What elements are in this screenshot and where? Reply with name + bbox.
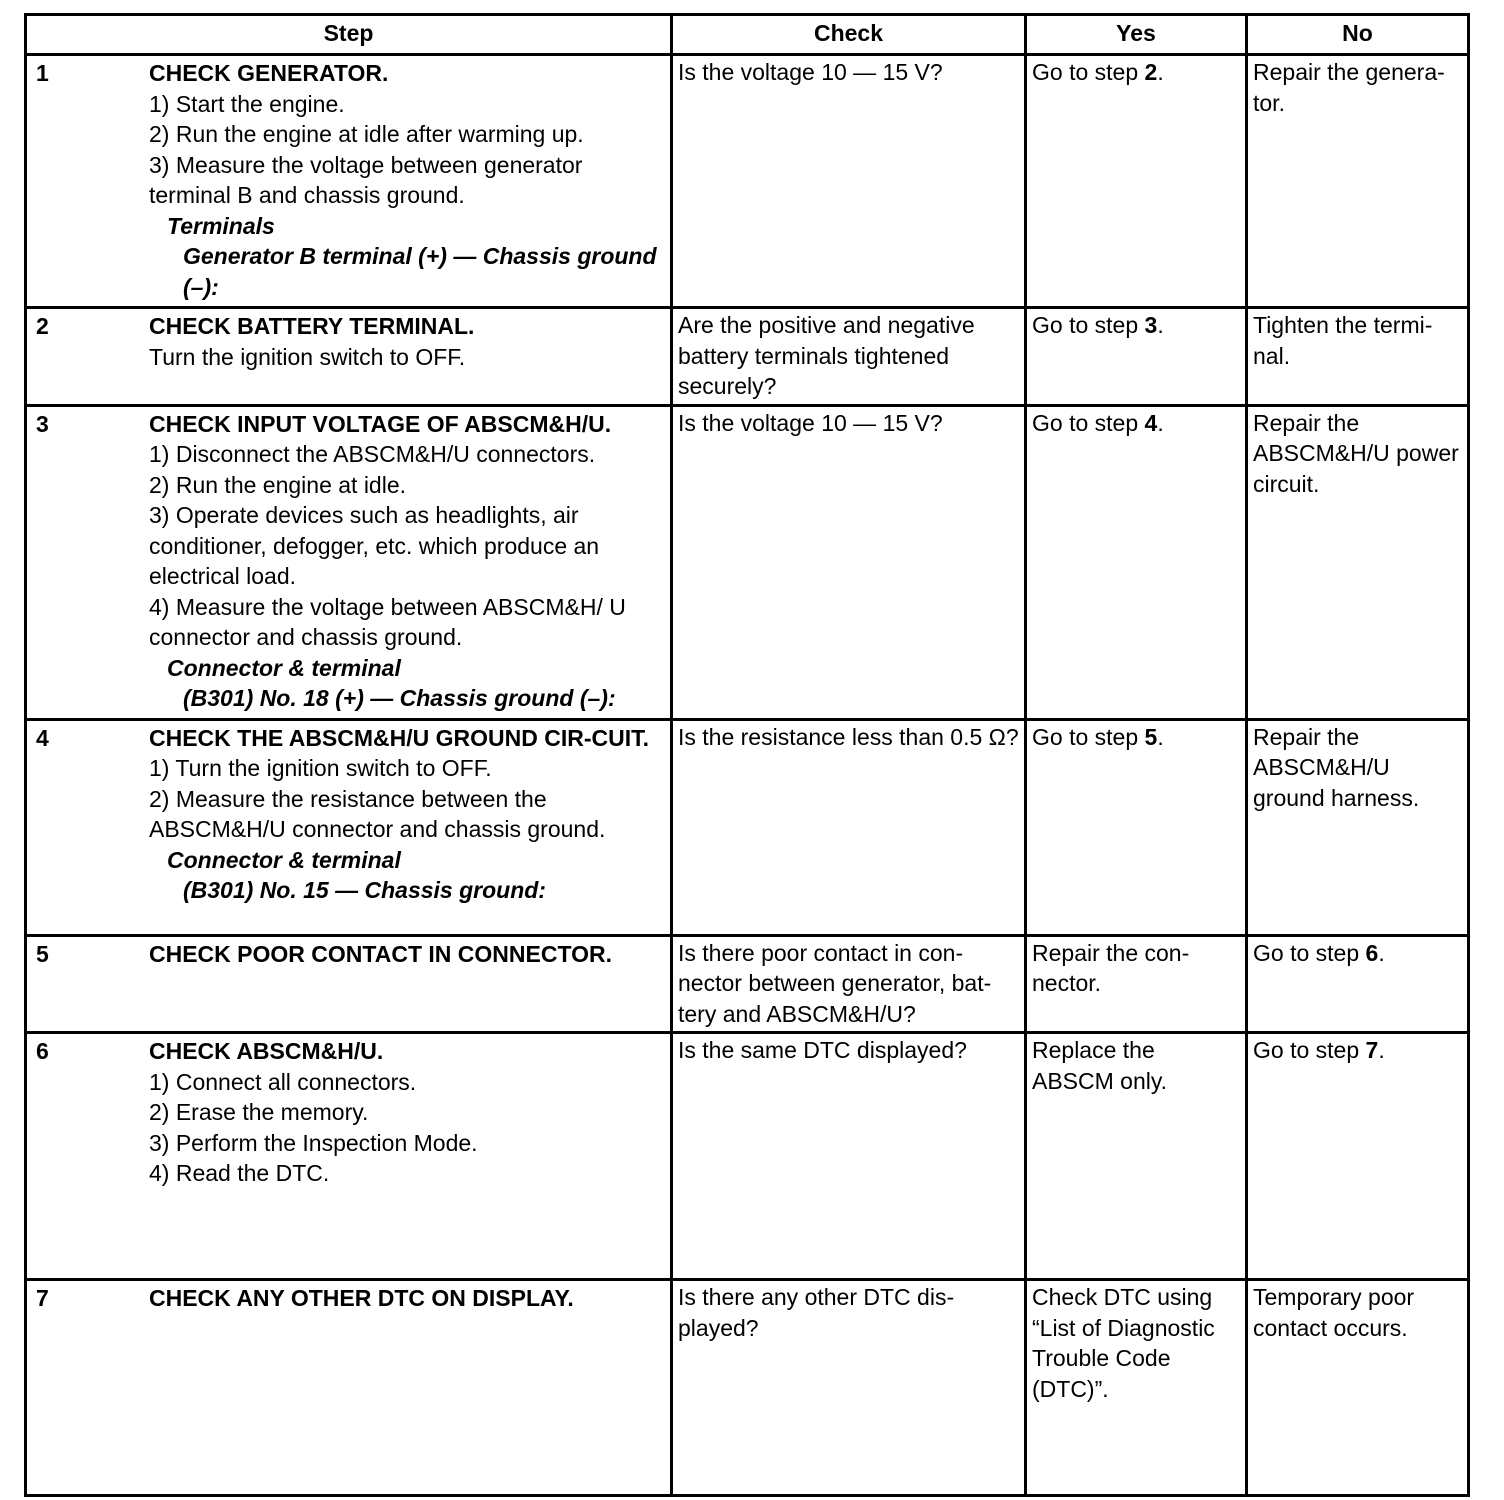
step-title: CHECK POOR CONTACT IN CONNECTOR. bbox=[149, 940, 612, 967]
step-body bbox=[145, 57, 665, 304]
header-step: Step bbox=[26, 15, 672, 55]
step-content bbox=[32, 408, 665, 716]
step-instruction: 1) Connect all connectors. bbox=[149, 1068, 417, 1095]
diagnostic-table bbox=[24, 13, 1470, 1497]
step-cell bbox=[26, 719, 672, 935]
yes-step-number: 4 bbox=[1144, 409, 1158, 436]
no-cell: Tighten the termi-nal. bbox=[1247, 308, 1469, 406]
step-content bbox=[32, 310, 665, 374]
check-cell: Is the resistance less than 0.5 Ω? bbox=[672, 719, 1026, 935]
step-body bbox=[145, 722, 665, 908]
step-body bbox=[145, 408, 665, 716]
no-step-number: 7 bbox=[1365, 1037, 1379, 1063]
terminal-label: Connector & terminal bbox=[167, 654, 401, 681]
check-cell: Is the same DTC displayed? bbox=[672, 1033, 1026, 1280]
no-step-number: 6 bbox=[1365, 939, 1379, 966]
step-cell bbox=[26, 55, 672, 308]
step-instruction: 3) Perform the Inspection Mode. bbox=[149, 1129, 478, 1156]
step-number: 6 bbox=[36, 1038, 49, 1064]
table-row bbox=[26, 308, 1469, 406]
step-body bbox=[145, 1035, 665, 1191]
terminal-label: Connector & terminal bbox=[167, 846, 401, 873]
step-cell bbox=[26, 405, 672, 719]
step-number: 3 bbox=[36, 410, 49, 437]
table-row bbox=[26, 1033, 1469, 1280]
header-yes: Yes bbox=[1026, 15, 1247, 55]
step-cell bbox=[26, 935, 672, 1033]
step-body bbox=[145, 1282, 665, 1316]
step-instruction: 2) Erase the memory. bbox=[149, 1099, 369, 1125]
step-instruction: Turn the ignition switch to OFF. bbox=[149, 343, 466, 370]
yes-cell: Replace the ABSCM only. bbox=[1026, 1033, 1247, 1280]
step-instruction: 3) Measure the voltage between generator terminal B and chassis ground. bbox=[149, 151, 583, 208]
no-cell: Temporary poor contact occurs. bbox=[1247, 1280, 1469, 1496]
header-check: Check bbox=[672, 15, 1026, 55]
step-content bbox=[32, 938, 665, 972]
no-cell: Repair the genera-tor. bbox=[1247, 55, 1469, 308]
no-cell: Repair the ABSCM&H/U ground harness. bbox=[1247, 719, 1469, 935]
step-number: 1 bbox=[36, 60, 49, 86]
check-cell: Is the voltage 10 — 15 V? bbox=[672, 55, 1026, 308]
step-instruction: 1) Start the engine. bbox=[149, 90, 345, 117]
terminal-spec: (B301) No. 18 (+) — Chassis ground (–): bbox=[183, 685, 616, 711]
check-cell: Is there poor contact in con-nector between generator, bat-tery and ABSCM&H/U? bbox=[672, 935, 1026, 1033]
table-row bbox=[26, 719, 1469, 935]
check-cell: Are the positive and negative battery terminals tightened securely? bbox=[672, 308, 1026, 406]
terminal-label: Terminals bbox=[167, 212, 275, 239]
step-instruction: 4) Measure the voltage between ABSCM&H/ U connector and chassis ground. bbox=[149, 593, 626, 650]
step-cell bbox=[26, 1280, 672, 1496]
yes-step-number: 5 bbox=[1144, 723, 1158, 750]
step-title: CHECK INPUT VOLTAGE OF ABSCM&H/U. bbox=[149, 410, 612, 437]
yes-step-number: 2 bbox=[1144, 59, 1158, 85]
step-cell bbox=[26, 1033, 672, 1280]
step-cell bbox=[26, 308, 672, 406]
step-body bbox=[145, 938, 665, 972]
step-body bbox=[145, 310, 665, 374]
yes-cell: Go to step 2. bbox=[1026, 55, 1247, 308]
step-title: CHECK GENERATOR. bbox=[149, 60, 389, 86]
step-instruction: 3) Operate devices such as headlights, air conditioner, defogger, etc. which produce an electrical load. bbox=[149, 502, 600, 589]
step-instruction: 2) Run the engine at idle after warming up. bbox=[149, 121, 584, 147]
step-number: 7 bbox=[36, 1285, 49, 1311]
step-instruction: 1) Disconnect the ABSCM&H/U connectors. bbox=[149, 441, 596, 467]
no-cell: Repair the ABSCM&H/U power circuit. bbox=[1247, 405, 1469, 719]
no-cell: Go to step 6. bbox=[1247, 935, 1469, 1033]
terminal-spec: Generator B terminal (+) — Chassis ground (–): bbox=[183, 243, 657, 300]
table-row bbox=[26, 935, 1469, 1033]
header-no: No bbox=[1247, 15, 1469, 55]
header-row bbox=[26, 15, 1469, 55]
step-title: CHECK ABSCM&H/U. bbox=[149, 1038, 384, 1064]
step-number: 5 bbox=[36, 940, 49, 967]
yes-cell: Go to step 3. bbox=[1026, 308, 1247, 406]
yes-cell: Go to step 5. bbox=[1026, 719, 1247, 935]
check-cell: Is the voltage 10 — 15 V? bbox=[672, 405, 1026, 719]
yes-cell: Go to step 4. bbox=[1026, 405, 1247, 719]
terminal-spec: (B301) No. 15 — Chassis ground: bbox=[183, 877, 546, 903]
step-number: 2 bbox=[36, 313, 49, 339]
yes-cell: Repair the con-nector. bbox=[1026, 935, 1247, 1033]
table-row bbox=[26, 1280, 1469, 1496]
step-instruction: 1) Turn the ignition switch to OFF. bbox=[149, 755, 492, 781]
step-title: CHECK ANY OTHER DTC ON DISPLAY. bbox=[149, 1285, 574, 1311]
step-number: 4 bbox=[36, 724, 49, 751]
table-row bbox=[26, 405, 1469, 719]
step-content bbox=[32, 1035, 665, 1191]
step-content bbox=[32, 57, 665, 304]
step-title: CHECK BATTERY TERMINAL. bbox=[149, 313, 475, 339]
step-instruction: 4) Read the DTC. bbox=[149, 1160, 330, 1186]
step-instruction: 2) Measure the resistance between the ABSCM&H/U connector and chassis ground. bbox=[149, 785, 606, 842]
step-instruction: 2) Run the engine at idle. bbox=[149, 471, 407, 498]
yes-cell: Check DTC using “List of Diagnostic Trouble Code (DTC)”. bbox=[1026, 1280, 1247, 1496]
no-cell: Go to step 7. bbox=[1247, 1033, 1469, 1280]
check-cell: Is there any other DTC dis-played? bbox=[672, 1280, 1026, 1496]
step-content bbox=[32, 722, 665, 908]
yes-step-number: 3 bbox=[1144, 312, 1158, 338]
table-row bbox=[26, 55, 1469, 308]
step-title: CHECK THE ABSCM&H/U GROUND CIR-CUIT. bbox=[149, 724, 650, 751]
step-content bbox=[32, 1282, 665, 1316]
